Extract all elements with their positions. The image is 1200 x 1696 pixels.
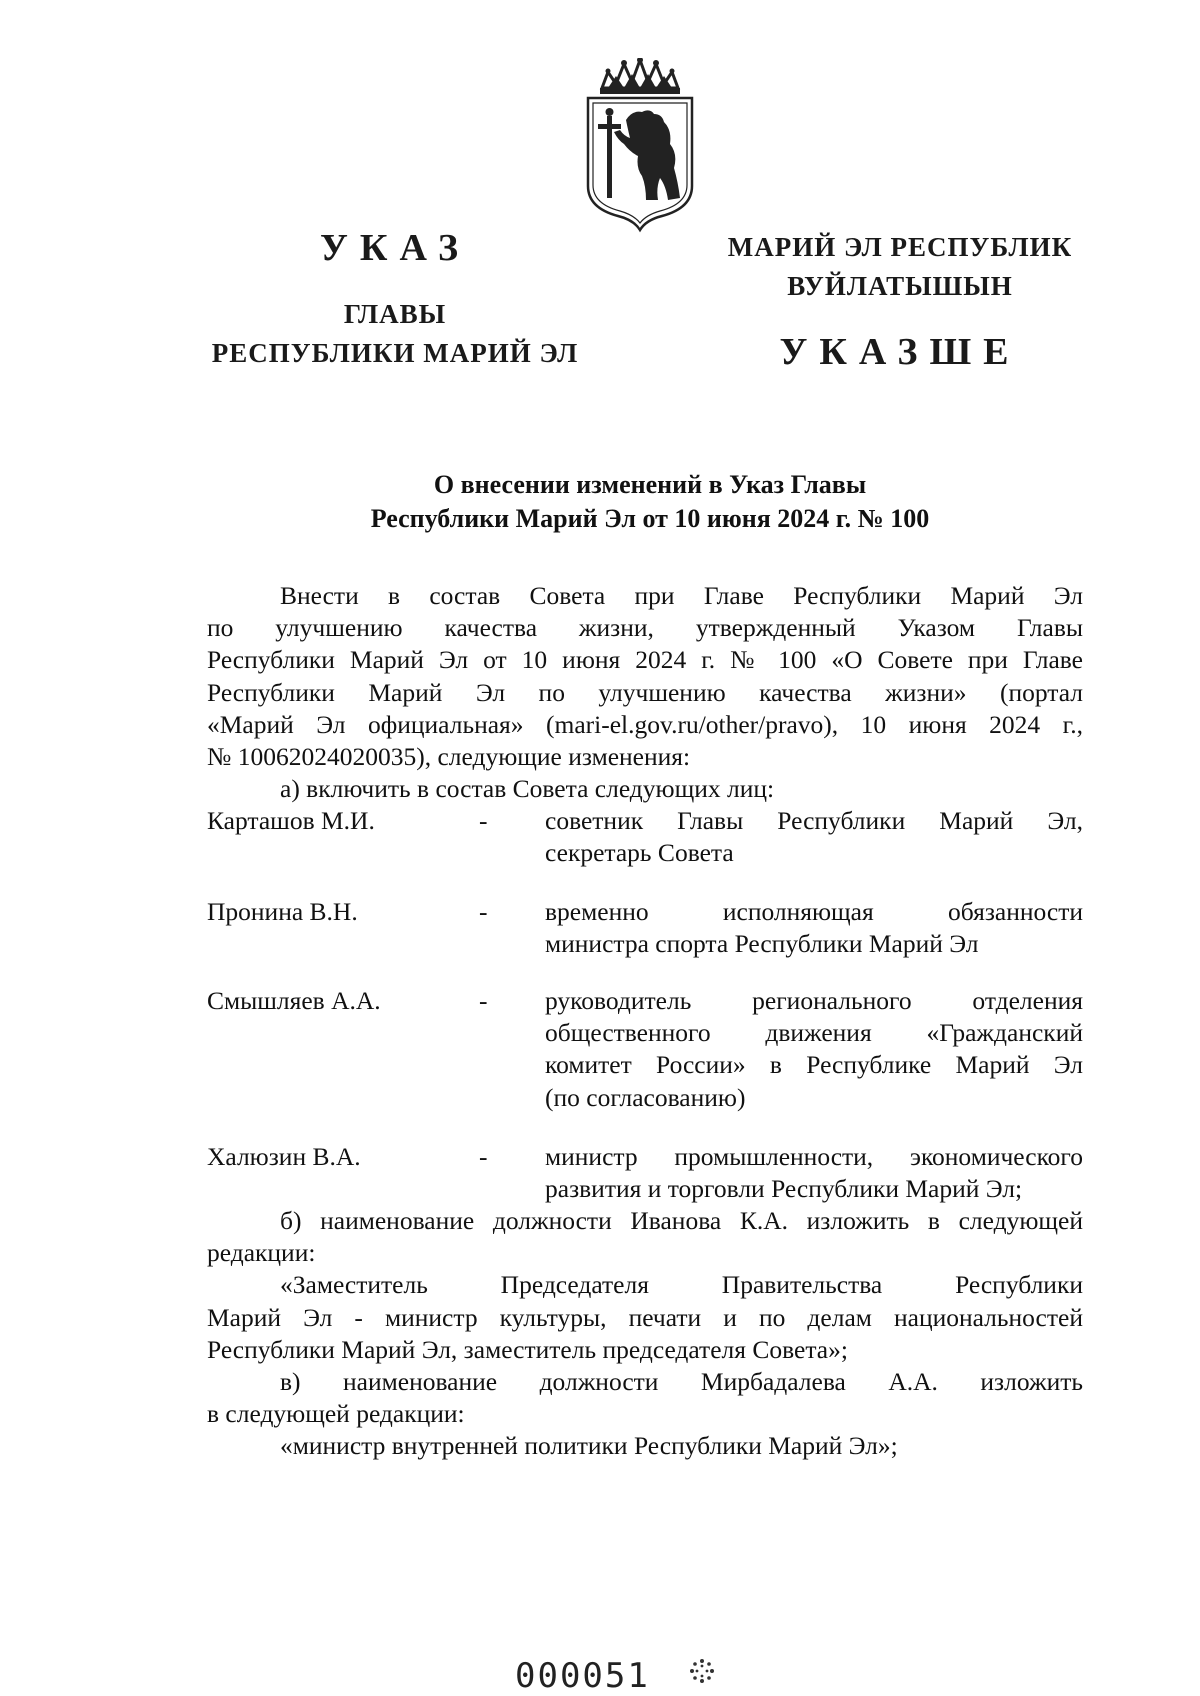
decree-heading-mari: УКАЗШЕ — [779, 331, 1021, 373]
intro-line: Республики Марий Эл от 10 июня 2024 г. № 100 «О Совете при Главе — [207, 645, 1083, 675]
crown-icon — [600, 58, 680, 94]
role-line: руководитель регионального отделения — [545, 986, 1083, 1015]
role-line: общественного движения «Гражданский — [545, 1018, 1083, 1048]
coat-of-arms-icon — [582, 58, 698, 236]
member-name: Смышляев А.А. — [207, 986, 381, 1015]
document-title-line-1: О внесении изменений в Указ Главы — [433, 470, 867, 499]
role-line: временно исполняющая обязанности — [545, 897, 1083, 926]
issuer-line-1-ru: ГЛАВЫ — [343, 299, 447, 329]
intro-line: Республики Марий Эл по улучшению качества жизни» (портал — [207, 677, 1083, 707]
role-line: комитет России» в Республике Марий Эл — [545, 1050, 1083, 1080]
item-b-line: б) наименование должности Иванова К.А. изложить в следующей — [280, 1206, 1083, 1235]
role-line: министра спорта Республики Марий Эл — [545, 929, 979, 959]
intro-line: Внести в состав Совета при Главе Республики Марий Эл — [280, 581, 1083, 610]
item-b-line: редакции: — [207, 1238, 316, 1268]
item-c — [207, 1366, 1083, 1463]
member-role — [545, 805, 1083, 869]
intro-paragraph — [207, 580, 1083, 805]
role-line: советник Главы Республики Марий Эл, — [545, 806, 1083, 835]
item-b-line: Республики Марий Эл, заместитель председателя Совета»; — [207, 1334, 848, 1364]
member-role — [545, 896, 1083, 960]
item-b-line: «Заместитель Председателя Правительства Республики — [280, 1270, 1083, 1300]
issuer-line-1-mari: МАРИЙ ЭЛ РЕСПУБЛИК — [727, 232, 1073, 262]
member-name: Халюзин В.А. — [207, 1142, 361, 1171]
role-line: министр промышленности, экономического — [545, 1142, 1083, 1171]
intro-line: «Марий Эл официальная» (mari-el.gov.ru/other/pravo), 10 июня 2024 г., — [207, 709, 1083, 739]
member-role — [545, 985, 1083, 1114]
member-dash: - — [479, 986, 488, 1015]
issuer-line-2-ru: РЕСПУБЛИКИ МАРИЙ ЭЛ — [211, 338, 579, 368]
asterisk-seal-icon — [688, 1657, 716, 1685]
member-dash: - — [479, 1142, 488, 1171]
member-name: Карташов М.И. — [207, 806, 375, 835]
issuer-line-2-mari: ВУЙЛАТЫШЫН — [787, 271, 1013, 301]
item-c-line: в) наименование должности Мирбадалева А.А. изложить — [280, 1367, 1083, 1396]
item-c-line: в следующей редакции: — [207, 1399, 465, 1429]
member-role — [545, 1141, 1083, 1205]
document-title-line-2: Республики Марий Эл от 10 июня 2024 г. № 100 — [370, 504, 930, 533]
intro-line: № 10062024020035), следующие изменения: — [207, 741, 691, 771]
role-line: секретарь Совета — [545, 838, 734, 868]
member-dash: - — [479, 897, 488, 926]
member-dash: - — [479, 806, 488, 835]
decree-heading-ru: УКАЗ — [320, 227, 470, 269]
form-serial-number: 000051 — [515, 1656, 650, 1696]
item-a: а) включить в состав Совета следующих лиц: — [280, 774, 775, 804]
role-line: (по согласованию) — [545, 1082, 746, 1112]
item-b — [207, 1205, 1083, 1366]
intro-line: по улучшению качества жизни, утвержденный Указом Главы — [207, 613, 1083, 643]
item-c-line: «министр внутренней политики Республики Марий Эл»; — [280, 1431, 898, 1461]
item-b-line: Марий Эл - министр культуры, печати и по делам национальностей — [207, 1302, 1083, 1332]
member-name: Пронина В.Н. — [207, 897, 358, 926]
role-line: развития и торговли Республики Марий Эл; — [545, 1174, 1023, 1204]
